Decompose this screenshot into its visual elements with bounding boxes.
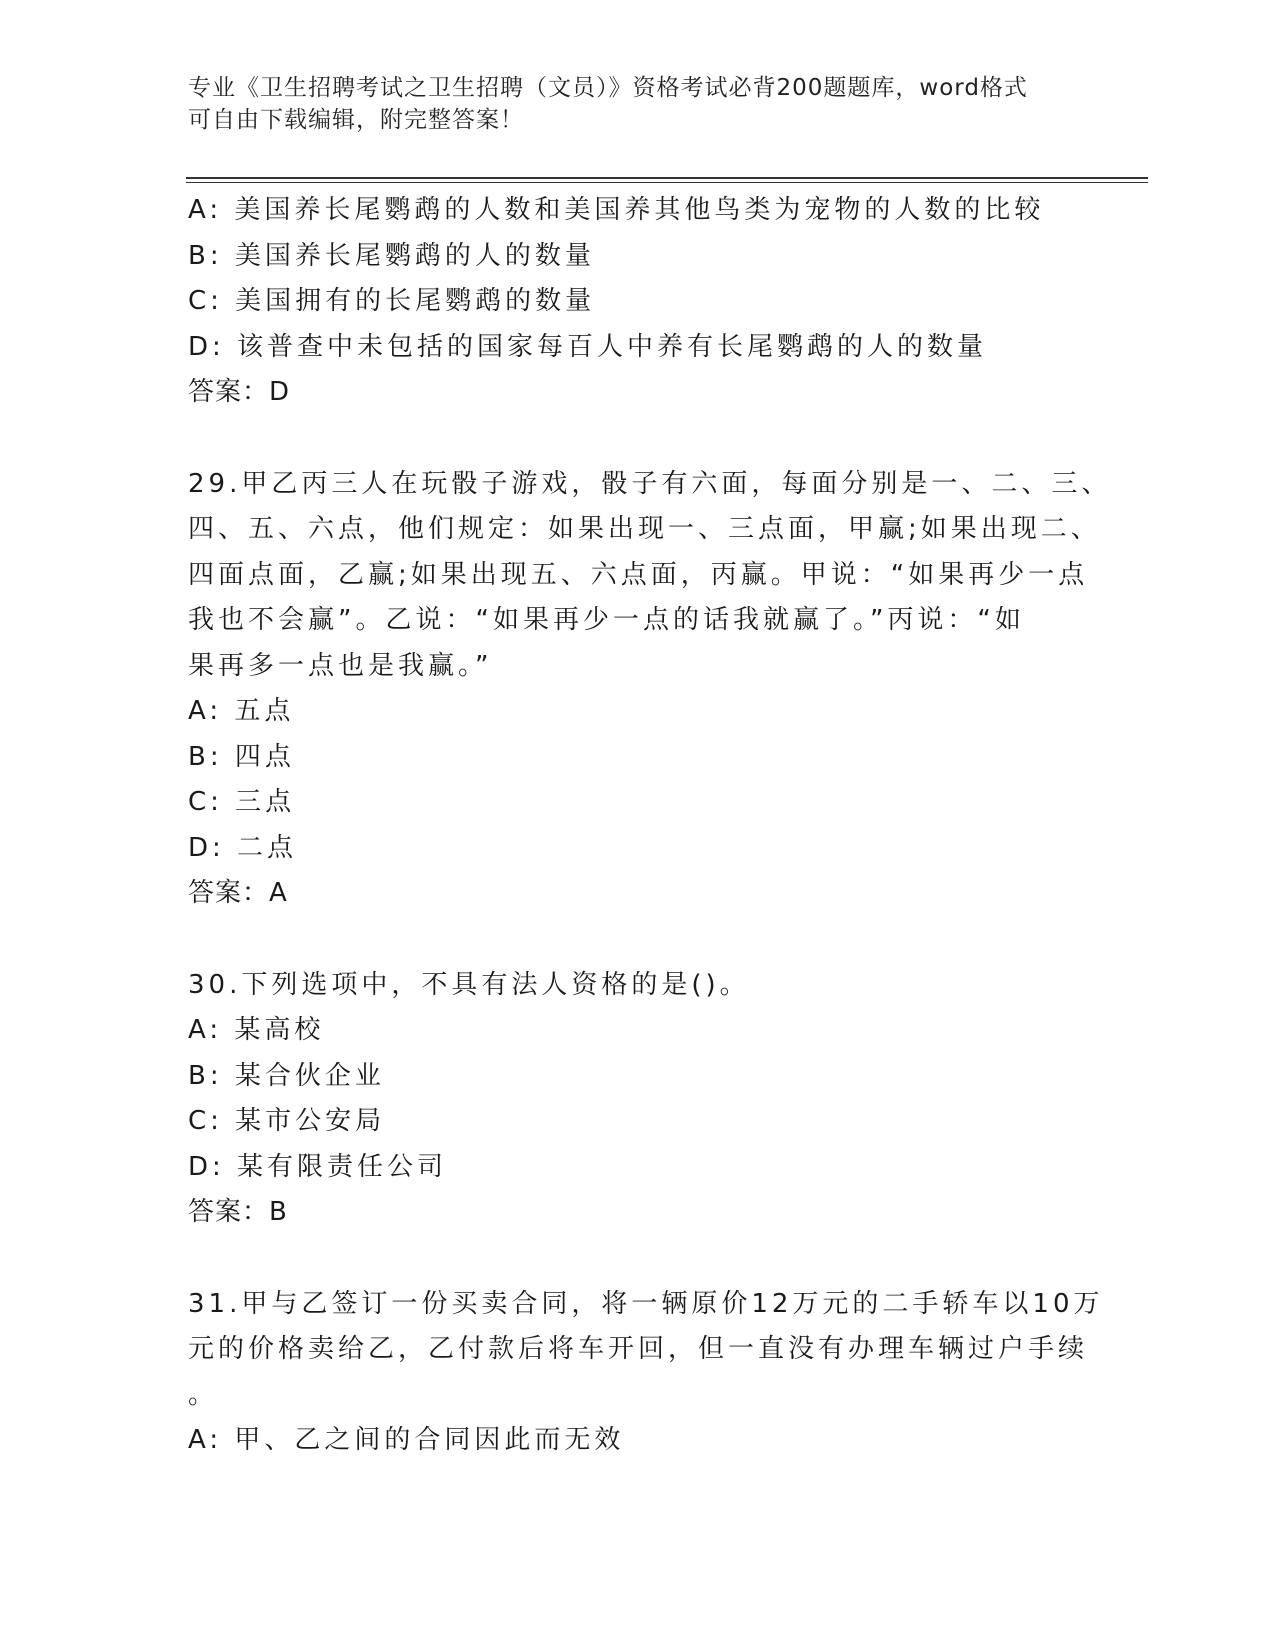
question-stem-line: 。 — [188, 1379, 219, 1410]
question-stem-line: 果再多一点也是我赢。” — [188, 650, 493, 681]
header-title-line: 专业《卫生招聘考试之卫生招聘（文员）》资格考试必背200题题库，word格式 — [188, 75, 1028, 101]
option-a: A: 甲、乙之间的合同因此而无效 — [188, 1425, 625, 1455]
answer-line: 答案：A — [188, 878, 288, 908]
option-a: A: 五点 — [188, 696, 295, 726]
option-a: A: 美国养长尾鹦鹉的人数和美国养其他鸟类为宠物的人数的比较 — [188, 195, 1045, 225]
question-stem-line: 30.下列选项中，不具有法人资格的是()。 — [188, 969, 750, 1000]
question-28 — [188, 188, 1078, 416]
question-list — [188, 188, 1112, 1464]
option-d: D: 二点 — [188, 832, 298, 863]
question-stem-line: 我也不会赢”。乙说：“如果再少一点的话我就赢了。”丙说：“如 — [188, 605, 1025, 635]
option-b: B: 某合伙企业 — [188, 1060, 385, 1091]
answer-line: 答案：D — [188, 377, 291, 407]
question-stem-line: 四、五、六点，他们规定：如果出现一、三点面，甲赢;如果出现二、 — [188, 514, 1101, 544]
spacer — [188, 416, 1078, 462]
header-subtitle-line: 可自由下载编辑，附完整答案！ — [188, 107, 524, 133]
option-b: B: 四点 — [188, 741, 295, 772]
document-header — [188, 72, 1068, 136]
option-a: A: 某高校 — [188, 1015, 325, 1045]
header-divider-thin — [186, 182, 1148, 183]
option-c: C: 美国拥有的长尾鹦鹉的数量 — [188, 286, 596, 316]
option-d: D: 该普查中未包括的国家每百人中养有长尾鹦鹉的人的数量 — [188, 331, 988, 362]
option-b: B: 美国养长尾鹦鹉的人的数量 — [188, 240, 595, 271]
option-c: C: 三点 — [188, 787, 296, 817]
question-stem-line: 四面点面，乙赢;如果出现五、六点面，丙赢。甲说：“如果再少一点 — [188, 559, 1089, 590]
question-29 — [188, 462, 1112, 917]
question-30 — [188, 963, 1078, 1236]
spacer — [188, 917, 1078, 963]
question-stem-line: 元的价格卖给乙，乙付款后将车开回，但一直没有办理车辆过户手续 — [188, 1334, 1089, 1364]
question-stem-line: 29.甲乙丙三人在玩骰子游戏，骰子有六面，每面分别是一、二、三、 — [188, 468, 1112, 499]
option-c: C: 某市公安局 — [188, 1106, 386, 1136]
question-stem-line: 31.甲与乙签订一份买卖合同，将一辆原价12万元的二手轿车以10万 — [188, 1288, 1104, 1319]
option-d: D: 某有限责任公司 — [188, 1151, 448, 1182]
question-31 — [188, 1282, 1104, 1464]
spacer — [188, 1236, 1078, 1282]
answer-line: 答案：B — [188, 1197, 288, 1227]
header-divider-thick — [186, 177, 1148, 179]
